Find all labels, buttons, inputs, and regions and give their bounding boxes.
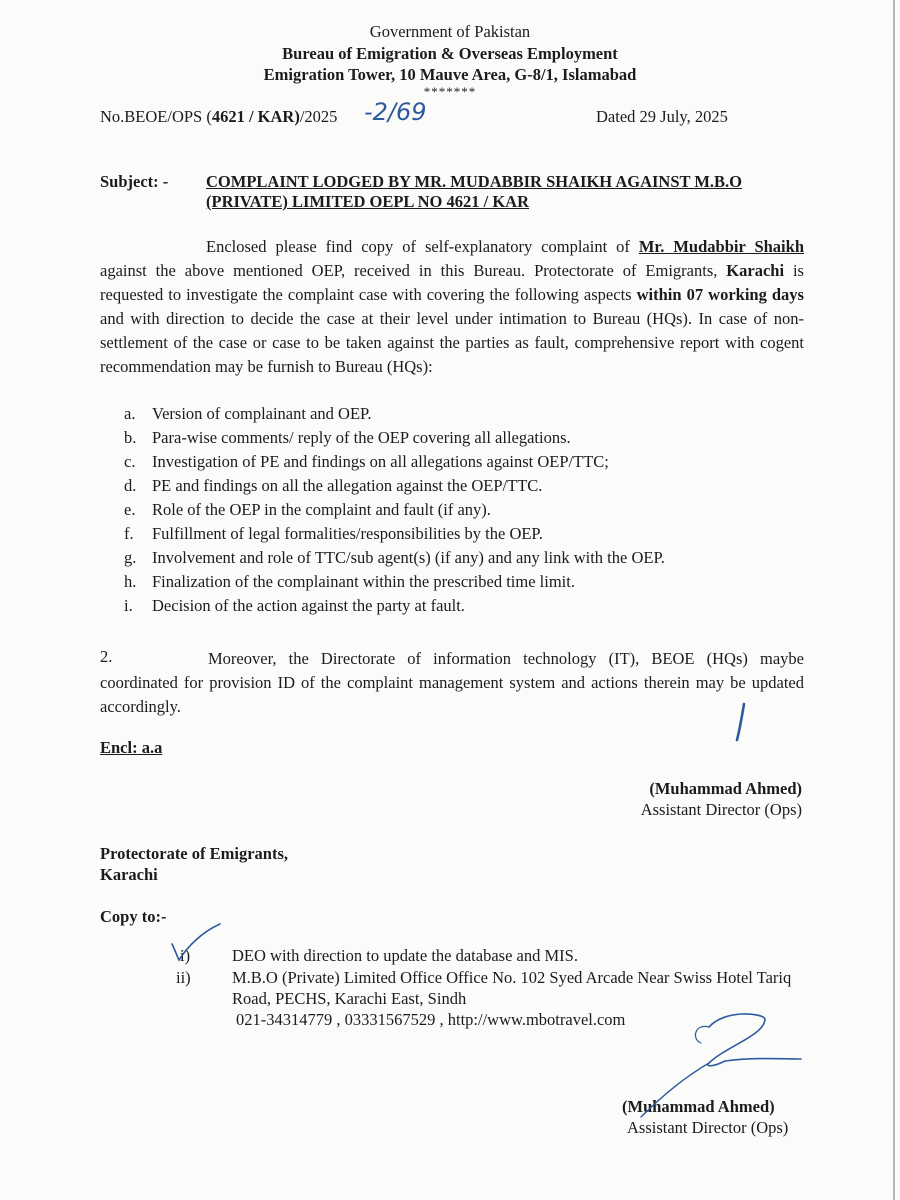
list-item-letter: e. (124, 500, 136, 519)
header-stars: ******* (423, 84, 477, 99)
list-item-letter: b. (124, 428, 137, 447)
list-item (124, 524, 543, 548)
copy-item-text: DEO with direction to update the database and MIS. (232, 946, 578, 965)
list-item (124, 500, 491, 524)
reference-prefix: No.BEOE/OPS ( (100, 107, 212, 126)
subject-line-1: COMPLAINT LODGED BY MR. MUDABBIR SHAIKH AGAINST M.B.O (206, 172, 743, 191)
reference-year: /2025 (299, 107, 338, 126)
signature-scribble (605, 1005, 805, 1125)
list-item-text: Fulfillment of legal formalities/responsibilities by the OEP. (152, 524, 543, 543)
reference-code: 4621 / KAR) (211, 107, 300, 126)
list-item-letter: f. (124, 524, 134, 543)
para1-text-4: and with direction to decide the case at their level under intimation to Bureau (HQs). In case of non-settlement of the case or case to be taken against the parties as fault, comprehensive report with cogent recommendation may be furnish to Bureau (HQs): (100, 309, 804, 376)
list-item-letter: g. (124, 548, 137, 567)
list-item-letter: h. (124, 572, 137, 591)
enclosure-note: Encl: a.a (100, 738, 163, 757)
complainant-name: Mr. Mudabbir Shaikh (638, 237, 804, 256)
copy-to-label: Copy to:- (100, 907, 167, 926)
para2-number: 2. (100, 647, 113, 666)
handwritten-dispatch-number: -2/69 (364, 98, 427, 126)
list-item-text: Version of complainant and OEP. (152, 404, 372, 423)
list-item-letter: a. (124, 404, 136, 423)
list-item-text: Investigation of PE and findings on all allegations against OEP/TTC; (152, 452, 609, 471)
copy-item-contact: 021-34314779 , 03331567529 , http://www.mbotravel.com (236, 1010, 626, 1029)
list-item (124, 404, 372, 428)
list-item-text: PE and findings on all the allegation against the OEP/TTC. (152, 476, 543, 495)
city-name: Karachi (726, 261, 785, 280)
signatory-name: (Muhammad Ahmed) (649, 779, 802, 798)
list-item (124, 452, 609, 476)
list-item-letter: d. (124, 476, 137, 495)
header-address: Emigration Tower, 10 Mauve Area, G-8/1, Islamabad (263, 65, 637, 84)
deadline-text: within 07 working days (636, 285, 804, 304)
addressee-line-1: Protectorate of Emigrants, (100, 844, 289, 863)
list-item-text: Para-wise comments/ reply of the OEP covering all allegations. (152, 428, 571, 447)
list-item-text: Involvement and role of TTC/sub agent(s) (if any) and any link with the OEP. (152, 548, 665, 567)
reference-date: Dated 29 July, 2025 (596, 107, 728, 126)
subject-label: Subject: - (100, 172, 169, 191)
signatory-title: Assistant Director (Ops) (640, 800, 802, 819)
list-item-text: Role of the OEP in the complaint and fault (if any). (152, 500, 491, 519)
subject-line-2: (PRIVATE) LIMITED OEPL NO 4621 / KAR (206, 192, 530, 211)
signatory-name-2: (Muhammad Ahmed) (622, 1097, 775, 1116)
reference-number (100, 107, 337, 127)
para1-text-2: against the above mentioned OEP, received in this Bureau. Protectorate of Emigrants, (100, 261, 727, 280)
list-item-letter: i. (124, 596, 133, 615)
copy-item-text: Road, PECHS, Karachi East, Sindh (232, 989, 467, 1008)
page-edge-shadow (893, 0, 895, 1200)
list-item (124, 596, 465, 620)
list-item-letter: c. (124, 452, 136, 471)
body-paragraph-1 (100, 235, 804, 379)
list-item (124, 548, 665, 572)
copy-item-text: M.B.O (Private) Limited Office Office No. 102 Syed Arcade Near Swiss Hotel Tariq (232, 968, 792, 987)
list-item-text: Decision of the action against the party at fault. (152, 596, 465, 615)
header-government: Government of Pakistan (369, 22, 531, 41)
list-item-text: Finalization of the complainant within the prescribed time limit. (152, 572, 575, 591)
addressee-line-2: Karachi (100, 865, 158, 884)
list-item (124, 572, 575, 596)
signatory-title-2: Assistant Director (Ops) (627, 1118, 789, 1137)
list-item (124, 428, 571, 452)
para1-text-3: is requested to investigate the complaint case with covering the following aspects (100, 261, 804, 304)
ink-initial-mark (730, 700, 750, 750)
checkmark-icon (168, 920, 228, 970)
para1-text-1: Enclosed please find copy of self-explanatory complaint of (206, 237, 639, 256)
body-paragraph-2: Moreover, the Directorate of information technology (IT), BEOE (HQs) maybe coordinated for provision ID of the complaint management system and actions therein may be updated accordingly. (100, 649, 804, 716)
copy-item-number: i) (180, 946, 191, 965)
copy-item-number: ii) (176, 968, 191, 987)
header-bureau: Bureau of Emigration & Overseas Employment (282, 44, 618, 63)
list-item (124, 476, 542, 500)
